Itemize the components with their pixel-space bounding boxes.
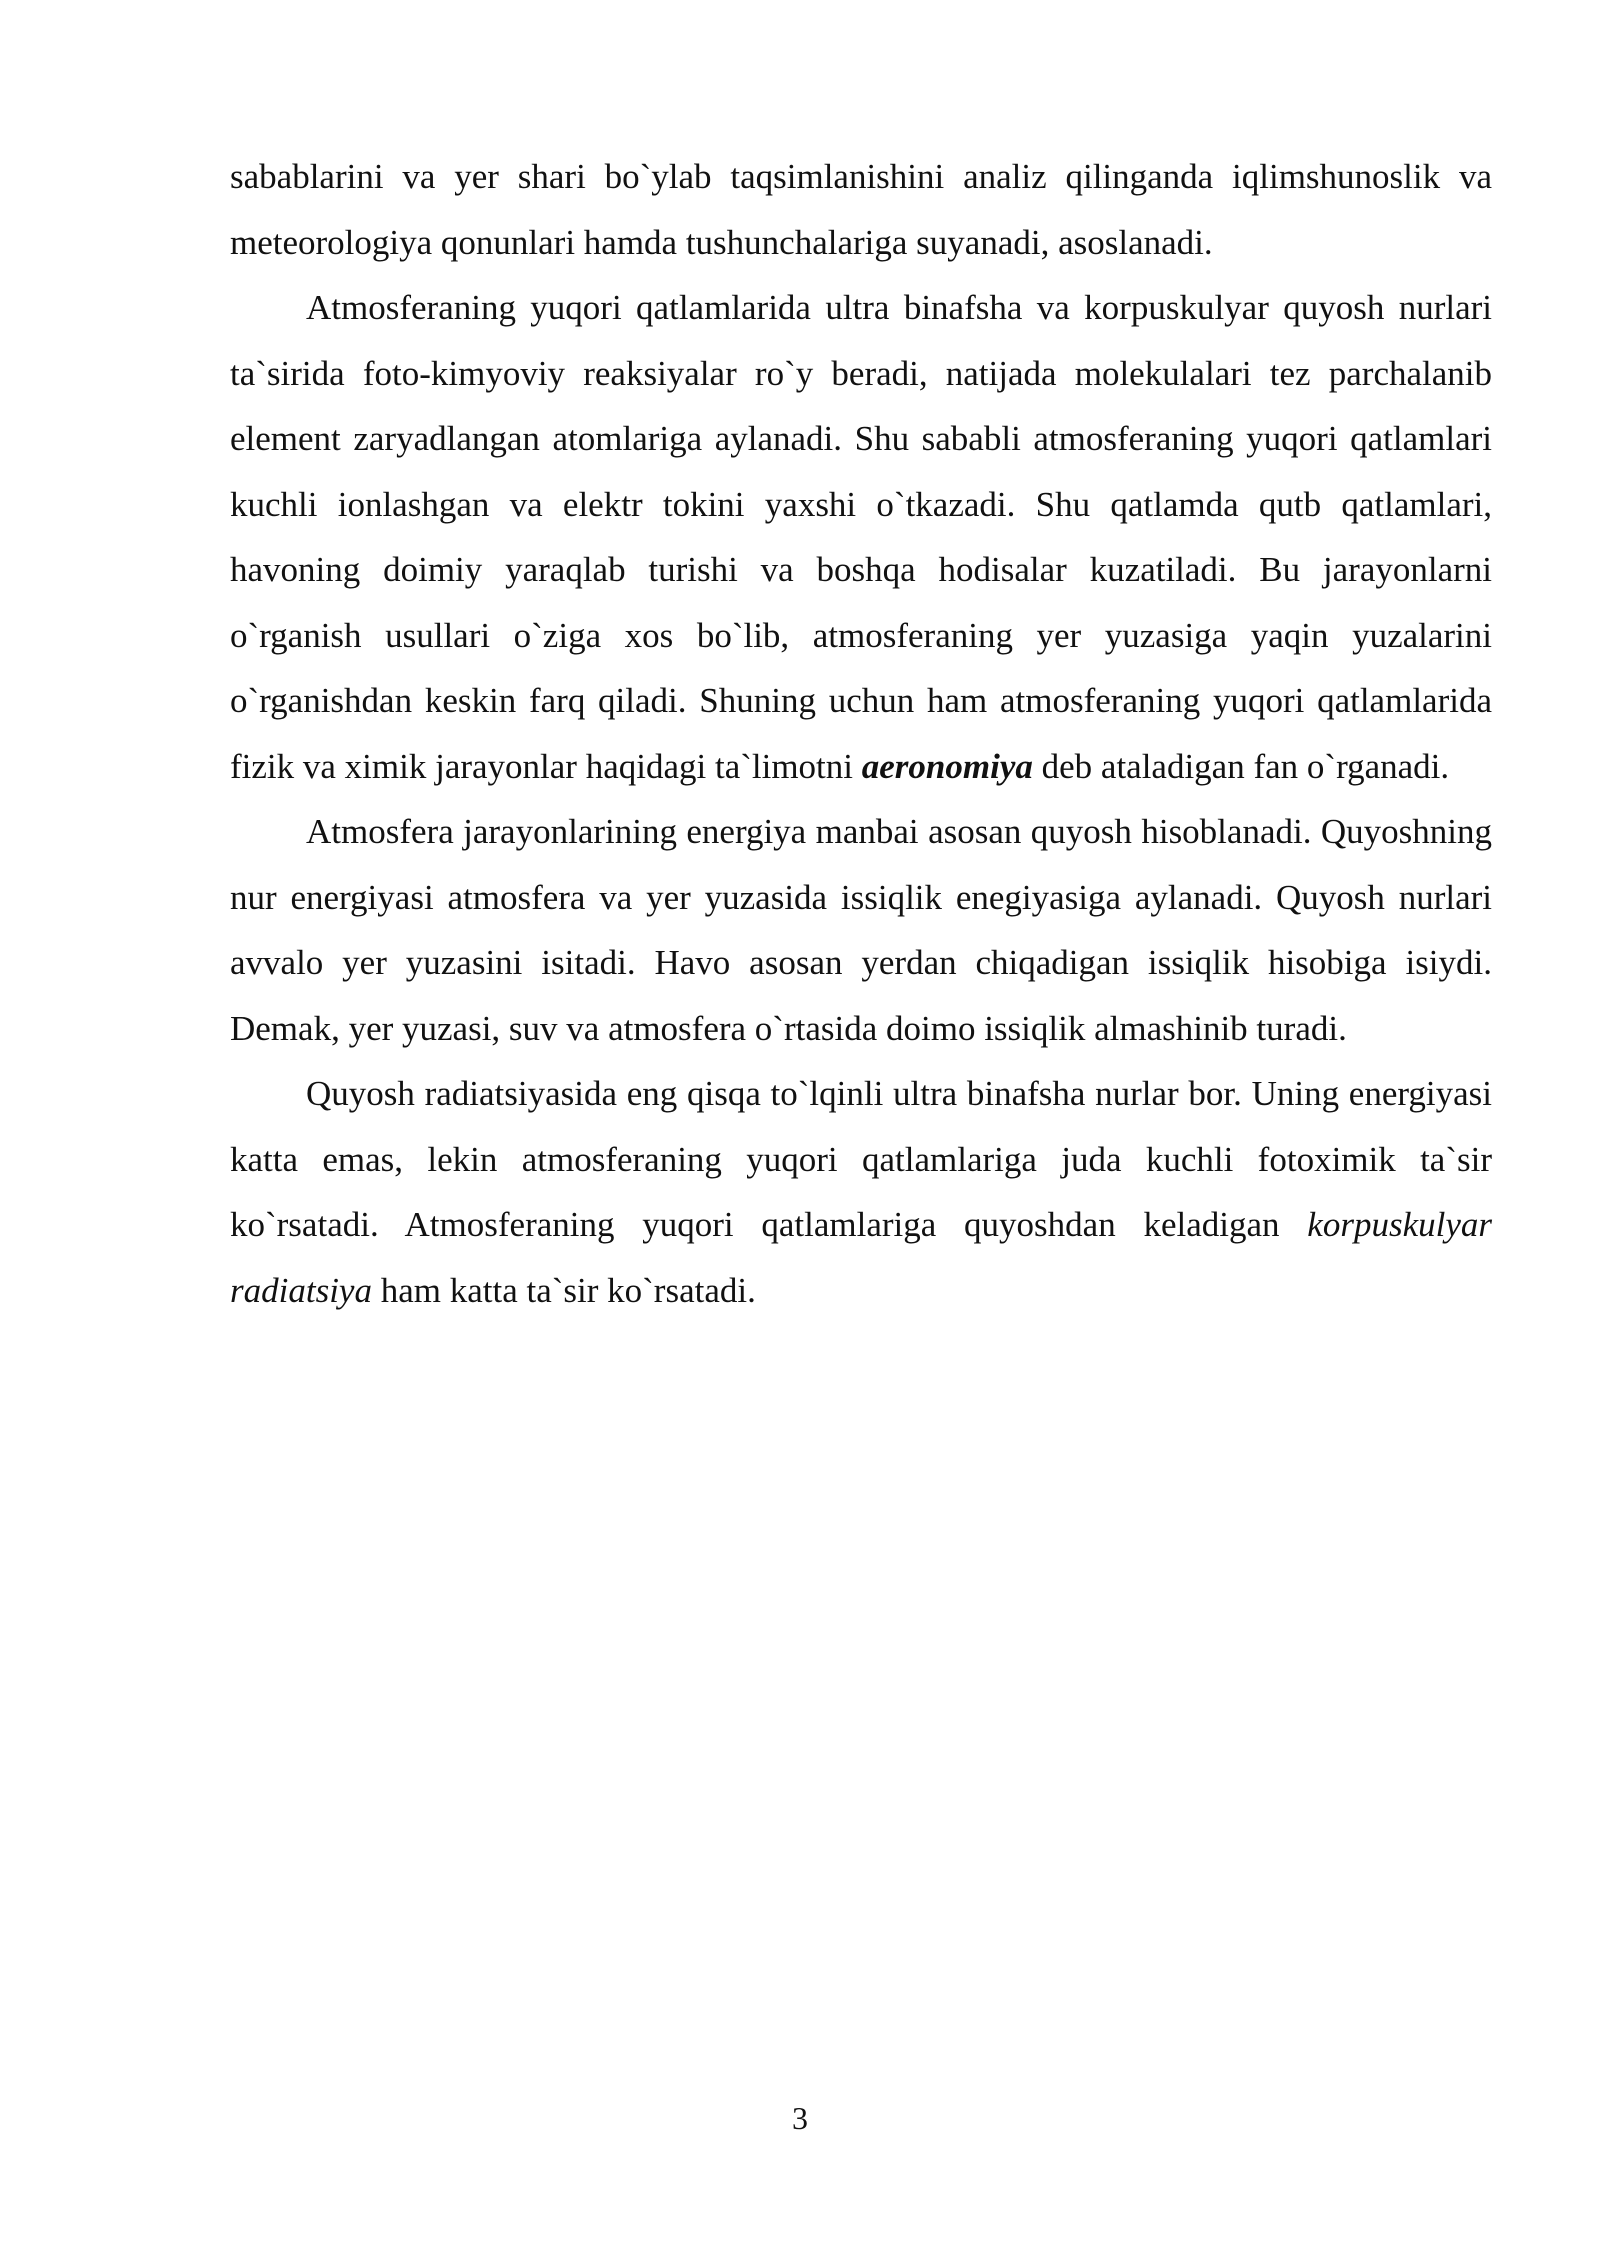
paragraph-2 (230, 275, 1492, 799)
term-korpuskulyar-radiatsiya: korpuskulyar radiatsiya (230, 1205, 1492, 1310)
paragraph-4 (230, 1061, 1492, 1323)
paragraph-1-text: sabablarini va yer shari bo`ylab taqsimlanishini analiz qilinganda iqlimshunoslik va meteorologiya qonunlari hamda tushunchalariga suyanadi, asoslanadi. (230, 157, 1492, 262)
paragraph-2-text-before: Atmosferaning yuqori qatlamlarida ultra binafsha va korpuskulyar quyosh nurlari ta`sirida foto-kimyoviy reaksiyalar ro`y beradi, natijada molekulalari tez parchalanib element zaryadlangan atomlariga aylanadi. Shu sababli atmosferaning yuqori qatlamlari kuchli ionlashgan va elektr tokini yaxshi o`tkazadi. Shu qatlamda qutb qatlamlari, havoning doimiy yaraqlab turishi va boshqa hodisalar kuzatiladi. Bu jarayonlarni o`rganish usullari o`ziga xos bo`lib, atmosferaning yer yuzasiga yaqin yuzalarini o`rganishdan keskin farq qiladi. Shuning uchun ham atmosferaning yuqori qatlamlarida fizik va ximik jarayonlar haqidagi ta`limotni (230, 288, 1492, 786)
paragraph-3-text: Atmosfera jarayonlarining energiya manbai asosan quyosh hisoblanadi. Quyoshning nur energiyasi atmosfera va yer yuzasida issiqlik enegiyasiga aylanadi. Quyosh nurlari avvalo yer yuzasini isitadi. Havo asosan yerdan chiqadigan issiqlik hisobiga isiydi. Demak, yer yuzasi, suv va atmosfera o`rtasida doimo issiqlik almashinib turadi. (230, 812, 1492, 1048)
paragraph-2-text-after: deb ataladigan fan o`rganadi. (1032, 746, 1450, 786)
paragraph-4-text-after: ham katta ta`sir ko`rsatadi. (371, 1270, 756, 1310)
paragraph-1 (230, 144, 1492, 275)
body-text (230, 144, 1492, 1323)
page-number: 3 (792, 2100, 808, 2136)
paragraph-3 (230, 799, 1492, 1061)
term-aeronomiya: aeronomiya (861, 746, 1033, 786)
paragraph-4-text-before: Quyosh radiatsiyasida eng qisqa to`lqinli ultra binafsha nurlar bor. Uning energiyasi katta emas, lekin atmosferaning yuqori qatlamlariga juda kuchli fotoximik ta`sir ko`rsatadi. Atmosferaning yuqori qatlamlariga quyoshdan keladigan (230, 1074, 1492, 1244)
